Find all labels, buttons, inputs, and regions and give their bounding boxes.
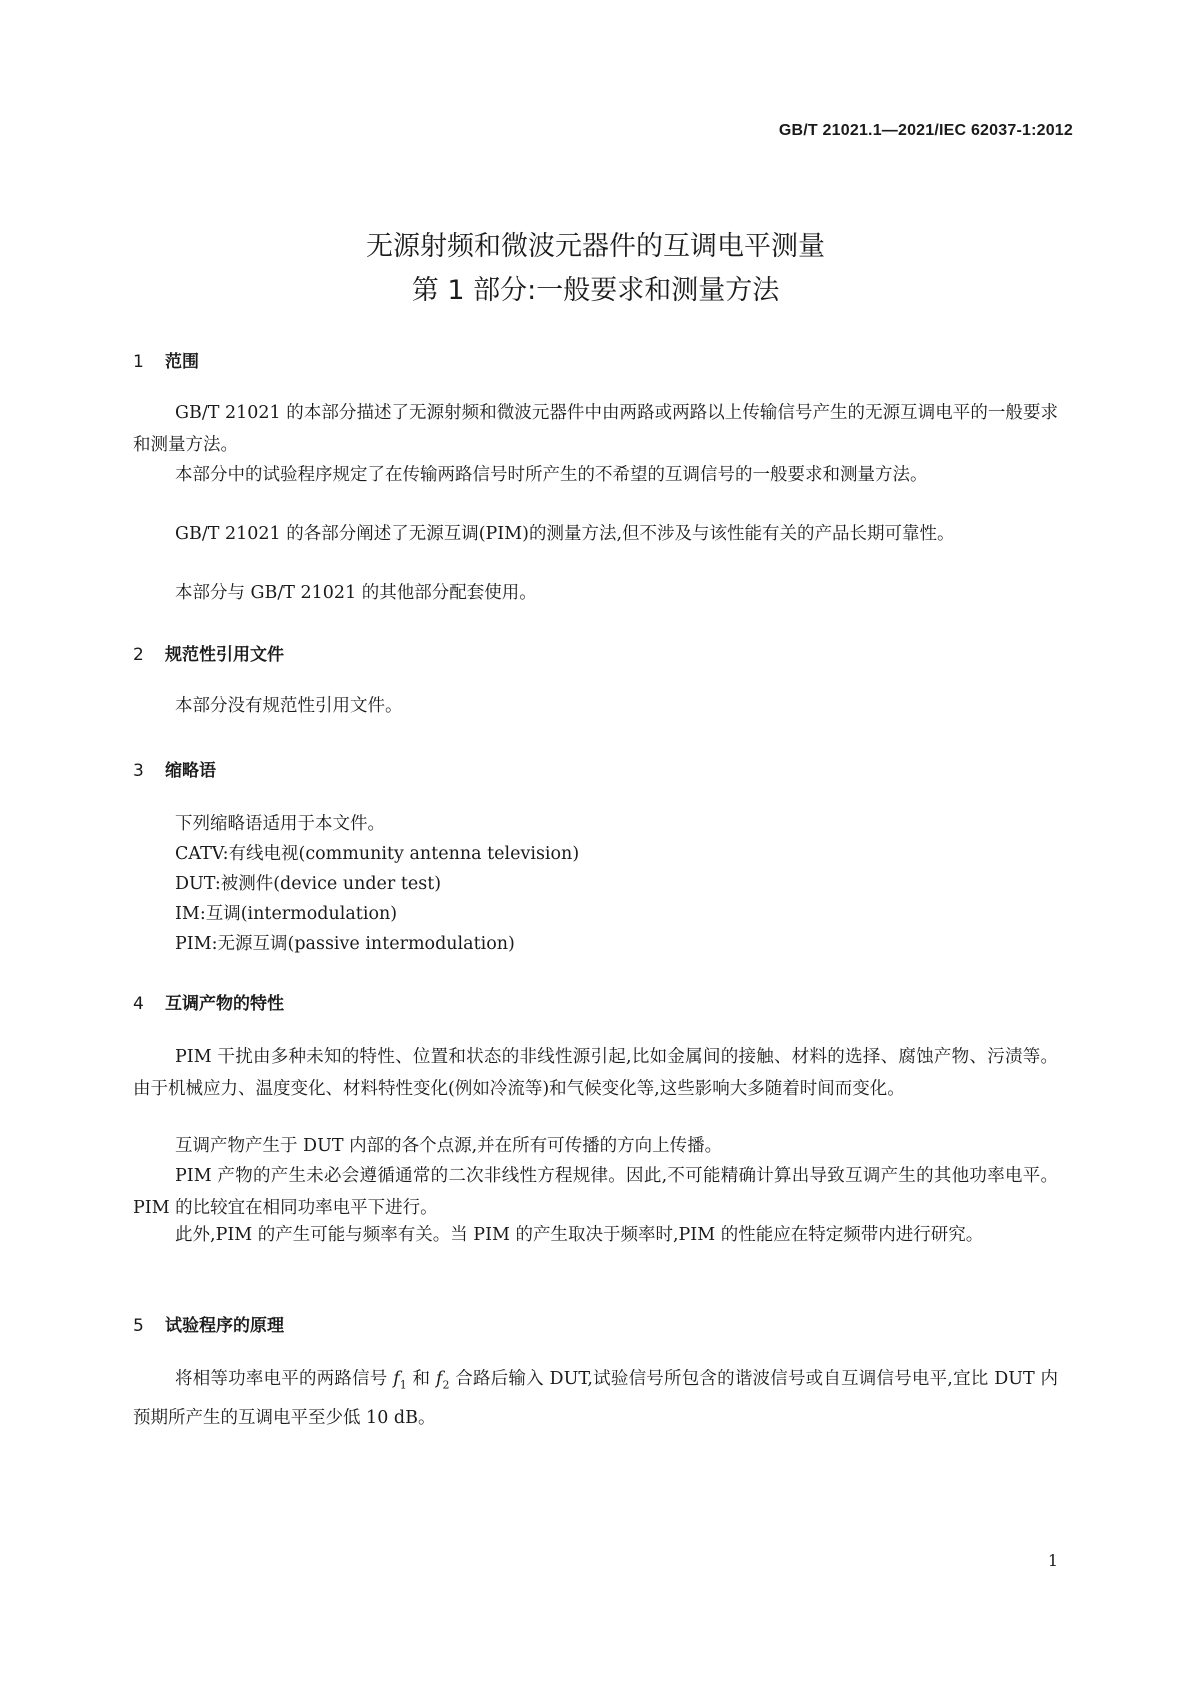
s5-text-a: 将相等功率电平的两路信号 [175,1369,394,1389]
section-number: 2 [133,645,144,665]
title-line-2: 第 1 部分:一般要求和测量方法 [411,275,780,306]
section-title: 缩略语 [165,761,216,781]
abbreviation-item: CATV:有线电视(community antenna television) [175,844,580,864]
f2-symbol: f [435,1369,443,1389]
f1-subscript: 1 [399,1378,407,1392]
section-title: 试验程序的原理 [165,1316,284,1336]
section-title: 规范性引用文件 [165,645,284,665]
s5-text-b: 和 [406,1369,436,1389]
section-number: 3 [133,761,144,781]
s4-paragraph-3: PIM 产物的产生未必会遵循通常的二次非线性方程规律。因此,不可能精确计算出导致互调产生的其他功率电平。PIM 的比较宜在相同功率电平下进行。 [133,1166,1058,1218]
abbreviation-item: DUT:被测件(device under test) [175,874,442,894]
section-2-heading [133,640,284,665]
s5-text-c: 合路后输入 DUT,试验信号所包含的谐波信号或自互调信号电平,宜比 DUT 内预期所产生的互调电平至少低 10 dB。 [133,1369,1058,1428]
s1-paragraph-3: GB/T 21021 的各部分阐述了无源互调(PIM)的测量方法,但不涉及与该性能有关的产品长期可靠性。 [175,524,955,544]
section-4-heading [133,989,284,1014]
section-number: 4 [133,994,144,1014]
s4-paragraph-2: 互调产物产生于 DUT 内部的各个点源,并在所有可传播的方向上传播。 [175,1136,723,1156]
section-5-heading [133,1311,284,1336]
s1-paragraph-4: 本部分与 GB/T 21021 的其他部分配套使用。 [175,583,537,603]
section-number: 1 [133,352,144,372]
standard-code: GB/T 21021.1—2021/IEC 62037-1:2012 [778,122,1073,139]
section-number: 5 [133,1316,144,1336]
title-line-1: 无源射频和微波元器件的互调电平测量 [366,231,825,262]
page-number: 1 [1047,1551,1058,1570]
frequency-f2 [435,1369,450,1392]
section-title: 互调产物的特性 [165,994,284,1014]
abbreviation-item: PIM:无源互调(passive intermodulation) [175,934,515,954]
s2-paragraph-1: 本部分没有规范性引用文件。 [175,696,403,716]
section-title: 范围 [165,352,199,372]
f2-subscript: 2 [442,1378,450,1392]
s5-paragraph-1 [133,1363,1058,1434]
s3-intro: 下列缩略语适用于本文件。 [175,814,385,834]
section-3-heading [133,756,216,781]
s1-paragraph-2: 本部分中的试验程序规定了在传输两路信号时所产生的不希望的互调信号的一般要求和测量方法。 [175,465,928,485]
s4-paragraph-4: 此外,PIM 的产生可能与频率有关。当 PIM 的产生取决于频率时,PIM 的性能应在特定频带内进行研究。 [175,1225,984,1245]
section-1-heading [133,347,199,372]
s4-paragraph-1: PIM 干扰由多种未知的特性、位置和状态的非线性源引起,比如金属间的接触、材料的选择、腐蚀产物、污渍等。由于机械应力、温度变化、材料特性变化(例如冷流等)和气候变化等,这些影响大多随着时间而变化。 [133,1047,1058,1099]
frequency-f1 [393,1369,407,1392]
f1-symbol: f [393,1369,400,1389]
document-title [0,225,1191,313]
abbreviation-item: IM:互调(intermodulation) [175,904,398,924]
s1-paragraph-1: GB/T 21021 的本部分描述了无源射频和微波元器件中由两路或两路以上传输信号产生的无源互调电平的一般要求和测量方法。 [133,403,1058,455]
